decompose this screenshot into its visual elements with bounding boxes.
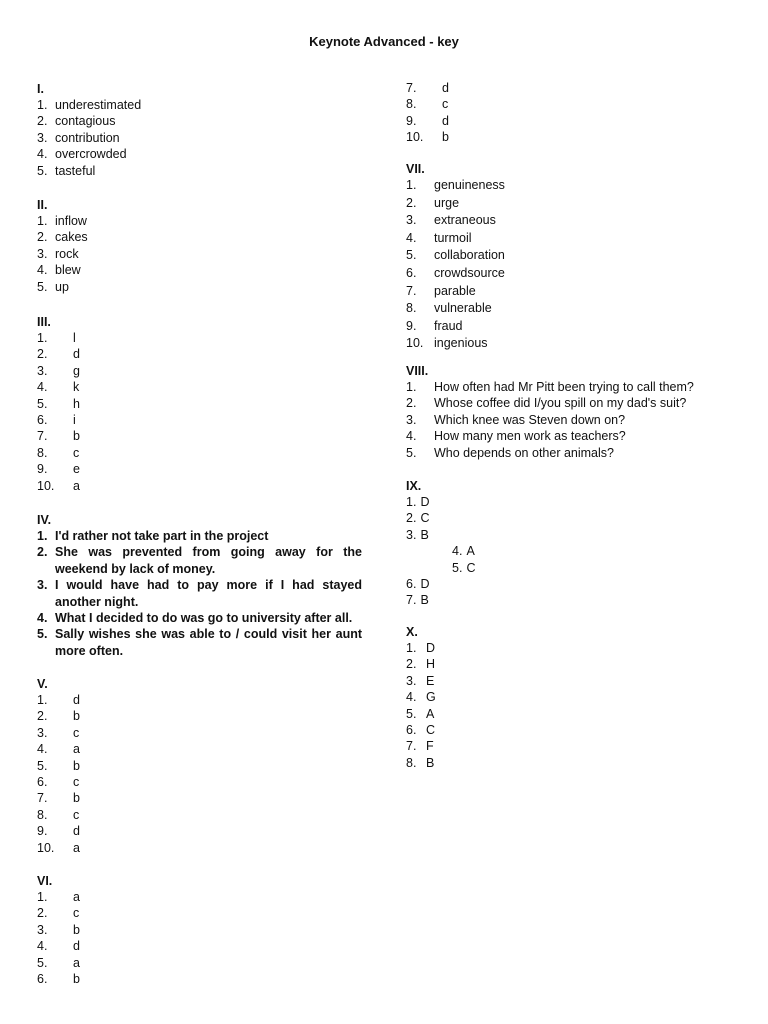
item-number: 3. bbox=[406, 213, 417, 228]
item-number: 4. bbox=[37, 380, 48, 395]
item-number: 1. bbox=[37, 890, 48, 904]
answer-row bbox=[37, 528, 362, 544]
answer-row bbox=[37, 445, 80, 461]
item-answer: crowdsource bbox=[434, 265, 505, 280]
item-number: 4. bbox=[37, 939, 48, 954]
item-number: 3. bbox=[37, 922, 48, 937]
item-answer: contribution bbox=[55, 130, 120, 145]
answer-row bbox=[37, 889, 80, 905]
answer-row bbox=[37, 725, 80, 741]
item-number: 4. bbox=[406, 429, 417, 444]
item-number: 1. bbox=[37, 693, 48, 707]
answer-row bbox=[406, 689, 436, 705]
answer-row bbox=[37, 610, 362, 626]
answer-row bbox=[37, 346, 80, 362]
item-number: 3. bbox=[37, 363, 48, 378]
item-number: 2. bbox=[406, 195, 417, 210]
answer-row bbox=[406, 722, 436, 738]
item-answer: contagious bbox=[55, 114, 116, 129]
item-number: 8. bbox=[406, 755, 417, 770]
item-number: 7. bbox=[37, 429, 48, 444]
item-answer: Whose coffee did I/you spill on my dad's suit? bbox=[434, 396, 687, 411]
answer-row bbox=[406, 494, 475, 510]
answer-row bbox=[406, 283, 505, 301]
answer-row bbox=[406, 96, 449, 112]
item-answer: Which knee was Steven down on? bbox=[434, 412, 626, 427]
item-answer: a bbox=[73, 955, 80, 970]
answer-row bbox=[37, 692, 80, 708]
item-number: 8. bbox=[37, 807, 48, 822]
section-heading: II. bbox=[37, 198, 48, 212]
answer-row bbox=[37, 478, 80, 494]
item-number: 5. bbox=[406, 706, 417, 721]
item-answer: blew bbox=[55, 263, 81, 278]
item-number: 4. bbox=[37, 263, 48, 278]
item-answer: parable bbox=[434, 283, 476, 298]
answer-row bbox=[37, 363, 80, 379]
answer-row bbox=[37, 790, 80, 806]
item-answer: e bbox=[73, 462, 80, 477]
answer-row bbox=[37, 396, 80, 412]
answer-row bbox=[37, 971, 80, 987]
item-answer: A bbox=[466, 544, 475, 559]
item-number: 3. bbox=[406, 673, 417, 688]
item-answer: F bbox=[426, 739, 434, 754]
item-answer: l bbox=[73, 331, 76, 345]
answer-row bbox=[406, 706, 436, 722]
item-answer: a bbox=[73, 478, 80, 493]
section-6-continued bbox=[406, 80, 449, 146]
answer-row bbox=[37, 229, 88, 245]
item-answer: vulnerable bbox=[434, 301, 492, 316]
section-heading: VI. bbox=[37, 874, 53, 888]
item-answer: d bbox=[73, 939, 80, 954]
item-answer: C bbox=[426, 722, 436, 737]
item-number: 4. bbox=[37, 611, 48, 626]
item-answer: c bbox=[442, 97, 449, 112]
answer-row bbox=[37, 823, 80, 839]
item-answer: genuineness bbox=[434, 178, 505, 192]
item-answer: G bbox=[426, 690, 436, 705]
item-number: 5. bbox=[37, 163, 48, 178]
item-answer: ingenious bbox=[434, 336, 488, 351]
item-answer: c bbox=[73, 807, 80, 822]
answer-row bbox=[406, 247, 505, 265]
answer-row bbox=[406, 195, 505, 213]
item-number: 5. bbox=[406, 445, 417, 460]
item-answer: fraud bbox=[434, 318, 463, 333]
section-heading: I. bbox=[37, 82, 44, 96]
section-1 bbox=[37, 81, 141, 179]
section-8 bbox=[406, 363, 694, 461]
item-answer: tasteful bbox=[55, 163, 96, 178]
answer-row bbox=[37, 741, 80, 757]
item-number: 5. bbox=[37, 396, 48, 411]
item-number: 4. bbox=[406, 230, 417, 245]
item-answer: c bbox=[73, 445, 80, 460]
section-heading: X. bbox=[406, 625, 418, 639]
item-number: 3. bbox=[37, 725, 48, 740]
item-answer: k bbox=[73, 380, 80, 395]
answer-row bbox=[406, 177, 505, 195]
item-answer: I'd rather not take part in the project bbox=[55, 529, 269, 543]
item-number: 3. bbox=[406, 527, 417, 542]
section-2 bbox=[37, 197, 88, 295]
item-number: 6. bbox=[37, 971, 48, 986]
answer-row bbox=[37, 577, 362, 610]
item-answer: Who depends on other animals? bbox=[434, 445, 614, 460]
item-answer: b bbox=[73, 758, 80, 773]
item-answer: d bbox=[442, 81, 449, 95]
item-answer: overcrowded bbox=[55, 147, 127, 162]
answer-row bbox=[37, 130, 141, 146]
item-number: 9. bbox=[406, 113, 417, 128]
item-answer: b bbox=[442, 130, 449, 145]
item-answer: What I decided to do was go to university after all. bbox=[55, 611, 353, 626]
answer-row bbox=[406, 379, 694, 395]
answer-row bbox=[37, 428, 80, 444]
item-number: 2. bbox=[37, 545, 48, 560]
item-number: 1. bbox=[406, 178, 417, 192]
section-3 bbox=[37, 314, 80, 494]
item-number: 5. bbox=[452, 560, 463, 575]
item-number: 1. bbox=[406, 495, 417, 509]
answer-row bbox=[37, 938, 80, 954]
answer-row bbox=[406, 560, 475, 576]
answer-row bbox=[406, 129, 449, 145]
item-number: 9. bbox=[406, 318, 417, 333]
item-answer: c bbox=[73, 774, 80, 789]
answer-row bbox=[37, 379, 80, 395]
answer-row bbox=[406, 543, 475, 559]
item-answer: h bbox=[73, 396, 80, 411]
item-answer: up bbox=[55, 279, 69, 294]
item-number: 2. bbox=[37, 114, 48, 129]
item-number: 4. bbox=[37, 742, 48, 757]
item-number: 5. bbox=[37, 758, 48, 773]
section-heading: IV. bbox=[37, 513, 52, 527]
section-6 bbox=[37, 873, 80, 987]
answer-row bbox=[406, 265, 505, 283]
item-answer: d bbox=[73, 347, 80, 362]
item-number: 10. bbox=[406, 336, 424, 351]
item-number: 3. bbox=[37, 130, 48, 145]
answer-row bbox=[406, 738, 436, 754]
item-answer: D bbox=[420, 495, 430, 509]
item-answer: D bbox=[426, 641, 436, 655]
item-number: 10. bbox=[37, 840, 55, 855]
item-number: 1. bbox=[37, 529, 48, 543]
item-answer: urge bbox=[434, 195, 460, 210]
item-number: 5. bbox=[37, 279, 48, 294]
item-answer: B bbox=[420, 593, 429, 608]
item-answer: b bbox=[73, 971, 80, 986]
answer-row bbox=[406, 755, 436, 771]
section-heading: III. bbox=[37, 315, 51, 329]
item-number: 5. bbox=[406, 248, 417, 263]
answer-row bbox=[37, 330, 80, 346]
answer-row bbox=[406, 395, 694, 411]
item-answer: g bbox=[73, 363, 80, 378]
answer-row bbox=[406, 80, 449, 96]
answer-row bbox=[406, 527, 475, 543]
answer-row bbox=[37, 774, 80, 790]
answer-row bbox=[37, 807, 80, 823]
answer-row bbox=[406, 673, 436, 689]
item-number: 1. bbox=[37, 214, 48, 228]
section-7 bbox=[406, 161, 505, 353]
item-number: 3. bbox=[37, 578, 48, 593]
answer-row bbox=[37, 708, 80, 724]
item-answer: b bbox=[73, 922, 80, 937]
answer-row bbox=[37, 840, 80, 856]
item-number: 2. bbox=[37, 906, 48, 921]
item-answer: i bbox=[73, 412, 76, 427]
answer-row bbox=[37, 262, 88, 278]
answer-row bbox=[406, 412, 694, 428]
answer-row bbox=[37, 758, 80, 774]
answer-row bbox=[406, 445, 694, 461]
item-number: 7. bbox=[406, 593, 417, 608]
answer-row bbox=[406, 510, 475, 526]
item-number: 5. bbox=[37, 955, 48, 970]
item-number: 2. bbox=[406, 657, 417, 672]
item-answer: D bbox=[420, 576, 430, 591]
item-answer: turmoil bbox=[434, 230, 472, 245]
section-4 bbox=[37, 512, 362, 659]
item-answer: underestimated bbox=[55, 98, 142, 112]
item-number: 7. bbox=[406, 283, 417, 298]
item-answer: How many men work as teachers? bbox=[434, 429, 626, 444]
item-answer: B bbox=[420, 527, 429, 542]
item-answer: extraneous bbox=[434, 213, 496, 228]
item-number: 1. bbox=[37, 331, 48, 345]
item-number: 2. bbox=[37, 709, 48, 724]
item-answer: A bbox=[426, 706, 435, 721]
item-answer: b bbox=[73, 429, 80, 444]
item-answer: collaboration bbox=[434, 248, 505, 263]
item-number: 2. bbox=[406, 511, 417, 526]
section-heading: V. bbox=[37, 677, 48, 691]
item-number: 8. bbox=[37, 445, 48, 460]
answer-row bbox=[37, 412, 80, 428]
item-number: 6. bbox=[406, 265, 417, 280]
item-answer: a bbox=[73, 840, 80, 855]
item-number: 3. bbox=[37, 246, 48, 261]
item-number: 9. bbox=[37, 462, 48, 477]
answer-row bbox=[37, 213, 88, 229]
answer-row bbox=[406, 335, 505, 353]
item-number: 1. bbox=[406, 641, 417, 655]
answer-row bbox=[406, 656, 436, 672]
item-number: 4. bbox=[37, 147, 48, 162]
item-number: 4. bbox=[406, 690, 417, 705]
item-number: 2. bbox=[37, 230, 48, 245]
answer-row bbox=[406, 212, 505, 230]
section-9 bbox=[406, 478, 475, 609]
item-answer: c bbox=[73, 906, 80, 921]
item-number: 3. bbox=[406, 412, 417, 427]
answer-row bbox=[37, 905, 80, 921]
item-number: 4. bbox=[452, 544, 463, 559]
item-answer: B bbox=[426, 755, 435, 770]
answer-row bbox=[37, 113, 141, 129]
item-number: 6. bbox=[37, 412, 48, 427]
answer-row bbox=[37, 279, 88, 295]
answer-row bbox=[37, 97, 141, 113]
item-number: 1. bbox=[406, 380, 417, 394]
answer-row bbox=[406, 230, 505, 248]
item-number: 9. bbox=[37, 824, 48, 839]
item-number: 1. bbox=[37, 98, 48, 112]
item-number: 6. bbox=[406, 576, 417, 591]
item-answer: Sally wishes she was able to / could visit her aunt more often. bbox=[55, 627, 362, 658]
answer-row bbox=[406, 318, 505, 336]
answer-row bbox=[37, 146, 141, 162]
item-number: 5. bbox=[37, 627, 48, 642]
item-number: 6. bbox=[37, 774, 48, 789]
item-answer: b bbox=[73, 709, 80, 724]
section-heading: IX. bbox=[406, 479, 422, 493]
item-number: 6. bbox=[406, 722, 417, 737]
answer-row bbox=[406, 592, 475, 608]
answer-row bbox=[37, 955, 80, 971]
item-number: 2. bbox=[406, 396, 417, 411]
section-10 bbox=[406, 624, 436, 771]
answer-row bbox=[406, 300, 505, 318]
section-heading: VIII. bbox=[406, 364, 429, 378]
item-answer: cakes bbox=[55, 230, 88, 245]
item-answer: b bbox=[73, 791, 80, 806]
item-answer: E bbox=[426, 673, 435, 688]
item-number: 10. bbox=[37, 478, 55, 493]
item-answer: rock bbox=[55, 246, 79, 261]
section-5 bbox=[37, 676, 80, 856]
item-answer: d bbox=[442, 113, 449, 128]
item-number: 10. bbox=[406, 130, 424, 145]
item-number: 8. bbox=[406, 97, 417, 112]
answer-row bbox=[406, 576, 475, 592]
item-answer: C bbox=[466, 560, 476, 575]
answer-row bbox=[37, 461, 80, 477]
answer-row bbox=[37, 544, 362, 577]
item-number: 2. bbox=[37, 347, 48, 362]
item-answer: I would have had to pay more if I had stayed another night. bbox=[55, 578, 362, 609]
item-answer: How often had Mr Pitt been trying to call them? bbox=[434, 380, 694, 394]
item-answer: inflow bbox=[55, 214, 87, 228]
item-number: 7. bbox=[406, 739, 417, 754]
answer-row bbox=[37, 246, 88, 262]
item-answer: d bbox=[73, 824, 80, 839]
item-number: 8. bbox=[406, 301, 417, 316]
item-answer: d bbox=[73, 693, 80, 707]
item-number: 7. bbox=[406, 81, 417, 95]
answer-row bbox=[37, 626, 362, 659]
item-answer: c bbox=[73, 725, 80, 740]
item-answer: C bbox=[420, 511, 430, 526]
answer-row bbox=[406, 428, 694, 444]
answer-row bbox=[406, 640, 436, 656]
section-heading: VII. bbox=[406, 162, 425, 176]
answer-row bbox=[406, 113, 449, 129]
item-answer: a bbox=[73, 742, 80, 757]
answer-row bbox=[37, 922, 80, 938]
item-answer: a bbox=[73, 890, 80, 904]
item-number: 7. bbox=[37, 791, 48, 806]
item-answer: She was prevented from going away for the weekend by lack of money. bbox=[55, 545, 362, 576]
page-title: Keynote Advanced - key bbox=[309, 34, 459, 49]
answer-row bbox=[37, 163, 141, 179]
item-answer: H bbox=[426, 657, 436, 672]
